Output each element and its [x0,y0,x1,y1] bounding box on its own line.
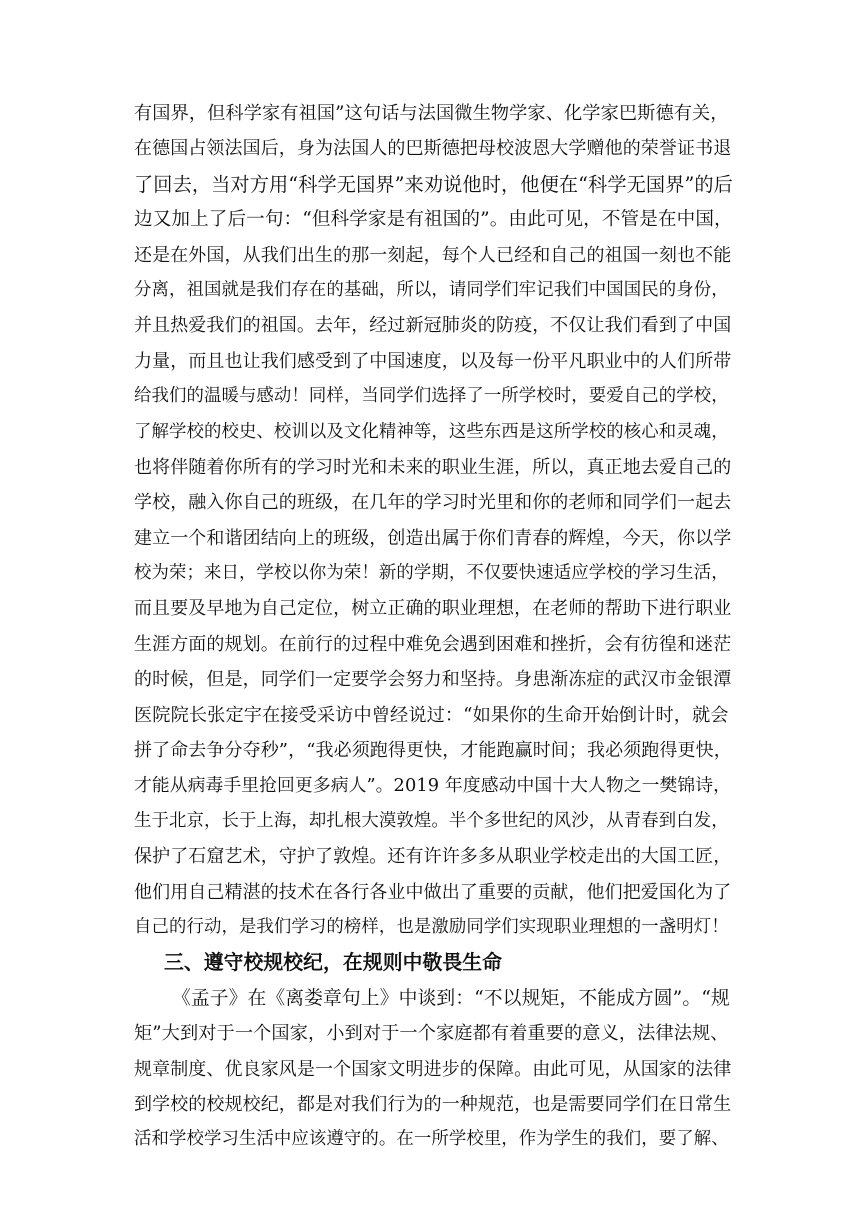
text-line: 了回去，当对方用“科学无国界”来劝说他时，他便在“科学无国界”的后 [134,172,733,196]
text-line: 学校，融入你自己的班级，在几年的学习时光里和你的老师和同学们一起去 [134,492,732,514]
text-line: 而且要及早地为自己定位，树立正确的职业理想，在老师的帮助下进行职业 [134,598,732,620]
text-line: 给我们的温暖与感动！同样，当同学们选择了一所学校时，要爱自己的学校， [134,386,729,407]
text-line: 的时候，但是，同学们一定要学会努力和坚持。身患渐冻症的武汉市金银潭 [134,669,732,691]
text-line: 并且热爱我们的祖国。去年，经过新冠肺炎的防疫，不仅让我们看到了中国 [134,315,732,337]
text-line: 到学校的校规校纪，都是对我们行为的一种规范，也是需要同学们在日常生 [134,1093,732,1115]
text-line: 他们用自己精湛的技术在各行各业中做出了重要的贡献，他们把爱国化为了 [134,881,732,903]
text-line: 自己的行动，是我们学习的榜样，也是激励同学们实现职业理想的一盏明灯！ [134,916,729,937]
text-line: 了解学校的校史、校训以及文化精神等，这些东西是这所学校的核心和灵魂， [134,421,729,442]
text-line: 矩”大到对于一个国家，小到对于一个家庭都有着重要的意义，法律法规、 [134,1023,729,1045]
text-line: 活和学校学习生活中应该遵守的。在一所学校里，作为学生的我们，要了解、 [134,1129,729,1150]
text-line: 《孟子》在《离娄章句上》中谈到：“不以规矩，不能成方圆”。“规 [172,987,730,1009]
text-line: 医院院长张定宇在接受采访中曾经说过：“如果你的生命开始倒计时，就会 [134,704,729,726]
body-text [134,96,734,1158]
text-line: 力量，而且也让我们感受到了中国速度，以及每一份平凡职业中的人们所带 [134,350,732,372]
text-line: 保护了石窟艺术，守护了敦煌。还有许许多多从职业学校走出的大国工匠， [134,846,732,868]
text-line: 有国界，但科学家有祖国”这句话与法国微生物学家、化学家巴斯德有关， [134,103,729,124]
text-line: 拼了命去争分夺秒”，“我必须跑得更快，才能跑赢时间；我必须跑得更快， [134,740,732,762]
text-line: 还是在外国，从我们出生的那一刻起，每个人已经和自己的祖国一刻也不能 [134,244,732,266]
text-line: 也将伴随着你所有的学习时光和未来的职业生涯，所以，真正地去爱自己的 [134,456,732,478]
text-line: 边又加上了后一句：“但科学家是有祖国的”。由此可见，不管是在中国， [134,209,733,231]
text-line: 生于北京，长于上海，却扎根大漠敦煌。半个多世纪的风沙，从青春到白发， [134,810,729,831]
text-line: 生涯方面的规划。在前行的过程中难免会遇到困难和挫折，会有彷徨和迷茫 [134,633,732,655]
text-line: 分离，祖国就是我们存在的基础，所以，请同学们牢记我们中国国民的身份， [134,279,729,300]
text-line: 校为荣；来日，学校以你为荣！新的学期，不仅要快速适应学校的学习生活， [134,563,729,584]
text-line: 才能从病毒手里抢回更多病人”。2019 年度感动中国十大人物之一樊锦诗， [134,775,732,797]
text-line: 建立一个和谐团结向上的班级，创造出属于你们青春的辉煌，今天，你以学 [134,527,732,549]
text-line: 规章制度、优良家风是一个国家文明进步的保障。由此可见，从国家的法律 [134,1058,732,1080]
text-line: 在德国占领法国后，身为法国人的巴斯德把母校波恩大学赠他的荣誉证书退 [134,138,732,160]
section-heading: 三、遵守校规校纪，在规则中敬畏生命 [164,950,502,975]
